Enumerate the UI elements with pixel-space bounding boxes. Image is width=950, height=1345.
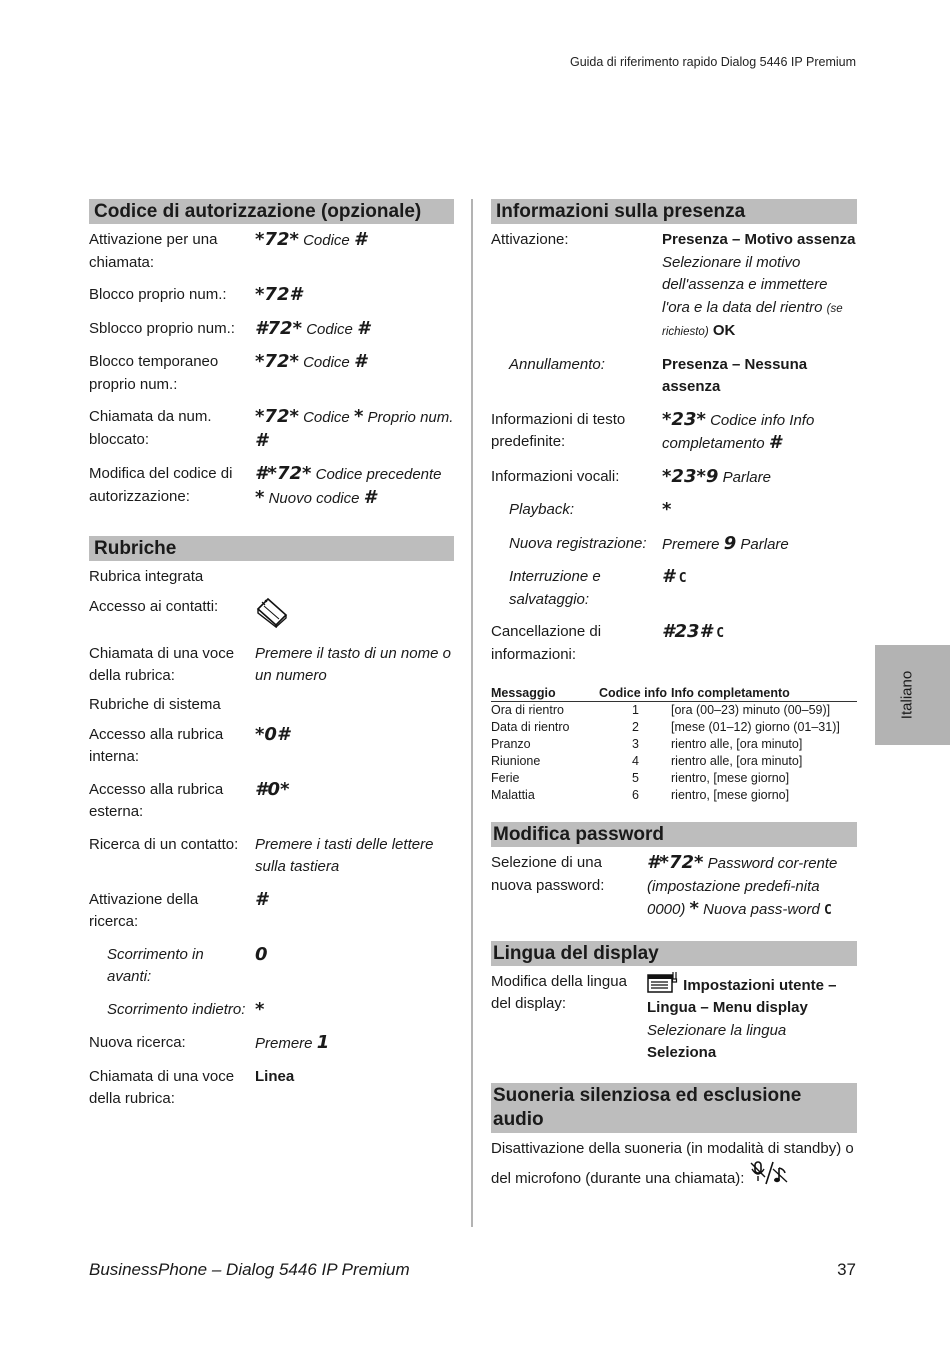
clear-key-icon: C <box>678 571 687 586</box>
star-key-icon: * <box>289 351 299 372</box>
row-voice-info: Informazioni vocali: *23*9 Parlare <box>491 465 771 487</box>
row-external-phonebook: Accesso alla rubrica esterna: #0* <box>89 778 290 820</box>
star-key-icon: * <box>696 408 706 430</box>
row-auth-change-code: Modifica del codice di autorizzazione: #*72* Codice precedente * Nuovo codice # <box>89 463 442 508</box>
hash-key-icon: # <box>255 317 268 339</box>
hash-key-icon: # <box>662 621 675 642</box>
hash-key-icon: # <box>699 621 713 642</box>
column-divider <box>471 199 473 1227</box>
table-row: Ferie 5 rientro, [mese giorno] <box>491 771 790 785</box>
section-title-password: Modifica password <box>491 822 857 847</box>
hash-key-icon: # <box>255 778 268 800</box>
page-number: 37 <box>837 1260 856 1279</box>
col-header-code: Codice info <box>599 686 671 702</box>
left-column <box>89 199 454 1121</box>
subtitle-integrated-phonebook: Rubrica integrata <box>89 568 204 585</box>
row-scroll-forward: Scorrimento in avanti: 0 <box>107 943 268 985</box>
row-change-password: Selezione di una nuova password: #*72* Password cor-rente (impostazione predefi-nita 0000) * Nuova pass-word C <box>491 852 838 919</box>
section-title-language: Lingua del display <box>491 941 857 966</box>
row-delete-info: Cancellazione di informazioni: #23# C <box>491 621 725 663</box>
star-key-icon: * <box>662 408 672 430</box>
subtitle-system-phonebooks: Rubriche di sistema <box>89 695 221 713</box>
info-code-table <box>491 686 857 804</box>
hash-key-icon: # <box>647 852 660 873</box>
star-key-icon: * <box>255 284 265 305</box>
star-key-icon: * <box>292 317 303 339</box>
star-key-icon: * <box>689 898 699 919</box>
row-auth-temp-block: Blocco temporaneo proprio num.: *72* Codice # <box>89 351 367 393</box>
section-title-authorization: Codice di autorizzazione (opzionale) <box>89 199 454 224</box>
hash-key-icon: # <box>768 432 782 453</box>
star-key-icon: * <box>255 406 265 427</box>
row-call-entry: Chiamata di una voce della rubrica: Premere il tasto di un nome o un numero <box>89 644 451 684</box>
star-key-icon: * <box>662 465 672 487</box>
row-scroll-backward: Scorrimento indietro: * <box>107 998 265 1020</box>
row-presence-activation: Attivazione: Presenza – Motivo assenza Selezionare il motivo dell'assenza e immettere l'ora e la data del rientro (se richiesto) OK <box>491 231 856 339</box>
row-activate-search: Attivazione della ricerca: # <box>89 888 268 930</box>
hash-key-icon: # <box>255 888 268 910</box>
table-row: Ora di rientro 1 [ora (00–23) minuto (00–59)] <box>491 703 831 717</box>
row-interrupt-save: Interruzione e salvataggio: # C <box>509 566 687 608</box>
star-key-icon: * <box>659 852 669 873</box>
star-key-icon: * <box>255 723 265 745</box>
clear-key-icon: C <box>716 626 725 641</box>
phonebook-key-icon <box>255 596 289 628</box>
settings-menu-icon <box>647 971 679 993</box>
hash-key-icon: # <box>255 463 268 484</box>
side-tab-label: Italiano <box>898 670 916 720</box>
row-playback: Playback: * <box>509 499 672 520</box>
star-key-icon: * <box>255 486 265 508</box>
star-key-icon: * <box>662 499 672 520</box>
star-key-icon: * <box>289 229 299 250</box>
language-side-tab <box>875 645 950 745</box>
row-new-recording: Nuova registrazione: Premere 9 Parlare <box>509 532 789 554</box>
star-key-icon: * <box>255 229 265 250</box>
hash-key-icon: # <box>357 317 370 339</box>
table-row: Riunione 4 rientro alle, [ora minuto] <box>491 754 803 768</box>
star-key-icon: * <box>353 406 364 427</box>
star-key-icon: * <box>694 852 704 873</box>
star-key-icon: * <box>696 465 706 487</box>
hash-key-icon: # <box>353 229 367 250</box>
row-text-info: Informazioni di testo predefinite: *23* Codice info Info completamento # <box>491 408 815 453</box>
row-auth-call-blocked: Chiamata da num. bloccato: *72* Codice * Proprio num. # <box>89 406 454 451</box>
row-silent-ring: Disattivazione della suoneria (in modalità di standby) o del microfono (durante una chiamata): <box>491 1139 854 1187</box>
table-row: Data di rientro 2 [mese (01–12) giorno (01–31)] <box>491 720 840 734</box>
star-key-icon: * <box>289 406 299 427</box>
row-display-language: Modifica della lingua del display: Impostazioni utente – Lingua – Menu display Selezionare la lingua Seleziona <box>491 972 837 1061</box>
mute-key-icon <box>749 1160 789 1186</box>
star-key-icon: * <box>280 778 290 800</box>
table-row: Pranzo 3 rientro alle, [ora minuto] <box>491 737 803 751</box>
row-access-contacts: Accesso ai contatti: <box>89 596 454 633</box>
row-auth-block: Blocco proprio num.: *72# <box>89 284 303 305</box>
footer-title: BusinessPhone – Dialog 5446 IP Premium <box>89 1260 410 1279</box>
row-internal-phonebook: Accesso alla rubrica interna: *0# <box>89 723 290 765</box>
section-title-phonebook: Rubriche <box>89 536 454 561</box>
col-header-message: Messaggio <box>491 686 599 702</box>
hash-key-icon: # <box>353 351 367 372</box>
star-key-icon: * <box>267 463 277 484</box>
row-presence-cancel: Annullamento: Presenza – Nessuna assenza <box>509 355 808 395</box>
section-title-presence: Informazioni sulla presenza <box>491 199 857 224</box>
hash-key-icon: # <box>276 723 290 745</box>
hash-key-icon: # <box>255 429 268 451</box>
table-row: Malattia 6 rientro, [mese giorno] <box>491 788 790 802</box>
star-key-icon: * <box>255 998 265 1020</box>
row-call-entry-line: Chiamata di una voce della rubrica: Linea <box>89 1067 295 1107</box>
running-header: Guida di riferimento rapido Dialog 5446 IP Premium <box>569 55 856 69</box>
table-header-row <box>491 686 857 702</box>
row-new-search: Nuova ricerca: Premere 1 <box>89 1032 330 1053</box>
hash-key-icon: # <box>662 566 675 587</box>
section-title-silent: Suoneria silenziosa ed esclusione audio <box>491 1083 857 1133</box>
clear-key-icon: C <box>824 903 832 918</box>
col-header-info: Info completamento <box>671 686 857 702</box>
row-search-contact: Ricerca di un contatto: Premere i tasti delle lettere sulla tastiera <box>89 835 434 875</box>
star-key-icon: * <box>302 463 312 484</box>
row-auth-activation: Attivazione per una chiamata: *72* Codice # <box>89 229 367 271</box>
star-key-icon: * <box>255 351 265 372</box>
row-auth-unblock: Sblocco proprio num.: #72* Codice # <box>89 317 370 339</box>
right-column <box>491 199 857 1201</box>
hash-key-icon: # <box>363 486 377 508</box>
hash-key-icon: # <box>289 284 303 305</box>
